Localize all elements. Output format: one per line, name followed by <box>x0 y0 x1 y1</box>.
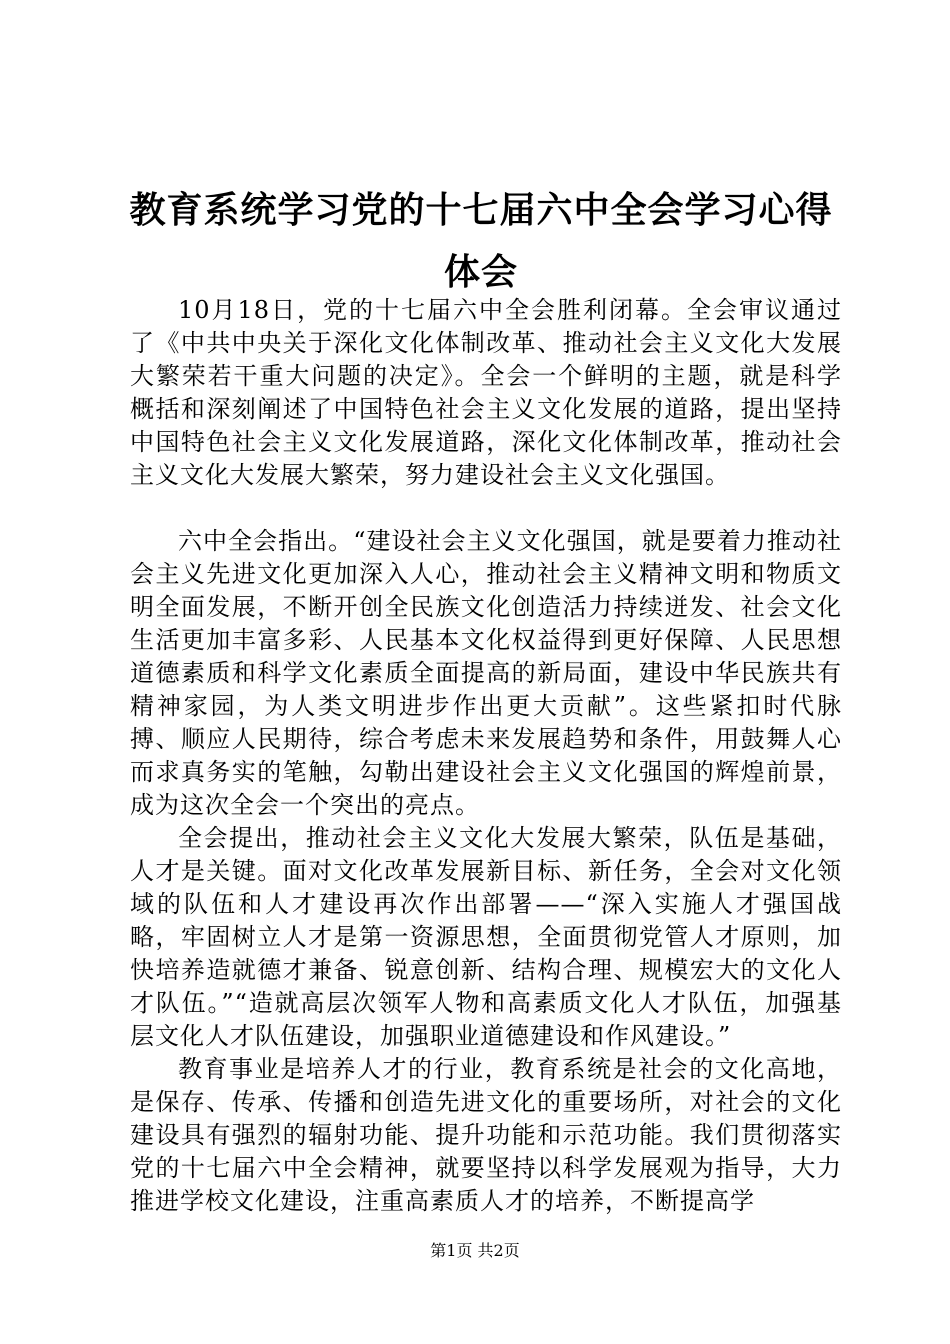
paragraph-4: 教育事业是培养人才的行业，教育系统是社会的文化高地，是保存、传承、传播和创造先进文化的重要场所，对社会的文化建设具有强烈的辐射功能、提升功能和示范功能。我们贯彻落实党的十七届六中全会精神，就要坚持以科学发展观为指导，大力推进学校文化建设，注重高素质人才的培养，不断提高学 <box>130 1055 842 1215</box>
document-body <box>130 294 842 1218</box>
document-title: 教育系统学习党的十七届六中全会学习心得体会 <box>129 190 833 293</box>
paragraph-2: 六中全会指出。“建设社会主义文化强国，就是要着力推动社会主义先进文化更加深入人心，推动社会主义精神文明和物质文明全面发展，不断开创全民族文化创造活力持续迸发、社会文化生活更加丰富多彩、人民基本文化权益得到更好保障、人民思想道德素质和科学文化素质全面提高的新局面，建设中华民族共有精神家园，为人类文明进步作出更大贡献”。这些紧扣时代脉搏、顺应人民期待，综合考虑未来发展趋势和条件，用鼓舞人心而求真务实的笔触，勾勒出建设社会主义文化强国的辉煌前景，成为这次全会一个突出的亮点。 <box>130 527 842 819</box>
paragraph-3: 全会提出，推动社会主义文化大发展大繁荣，队伍是基础，人才是关键。面对文化改革发展新目标、新任务，全会对文化领域的队伍和人才建设再次作出部署——“深入实施人才强国战略，牢固树立人才是第一资源思想，全面贯彻党管人才原则，加快培养造就德才兼备、锐意创新、结构合理、规模宏大的文化人才队伍。”“造就高层次领军人物和高素质文化人才队伍，加强基层文化人才队伍建设，加强职业道德建设和作风建设。” <box>130 824 842 1050</box>
paragraph-1: 10月18日，党的十七届六中全会胜利闭幕。全会审议通过了《中共中央关于深化文化体制改革、推动社会主义文化大发展大繁荣若干重大问题的决定》。全会一个鲜明的主题，就是科学概括和深刻阐述了中国特色社会主义文化发展的道路，提出坚持中国特色社会主义文化发展道路，深化文化体制改革，推动社会主义文化大发展大繁荣，努力建设社会主义文化强国。 <box>130 296 842 489</box>
paragraph-gap <box>130 492 842 525</box>
page-footer: 第1页 共2页 <box>430 1241 520 1260</box>
